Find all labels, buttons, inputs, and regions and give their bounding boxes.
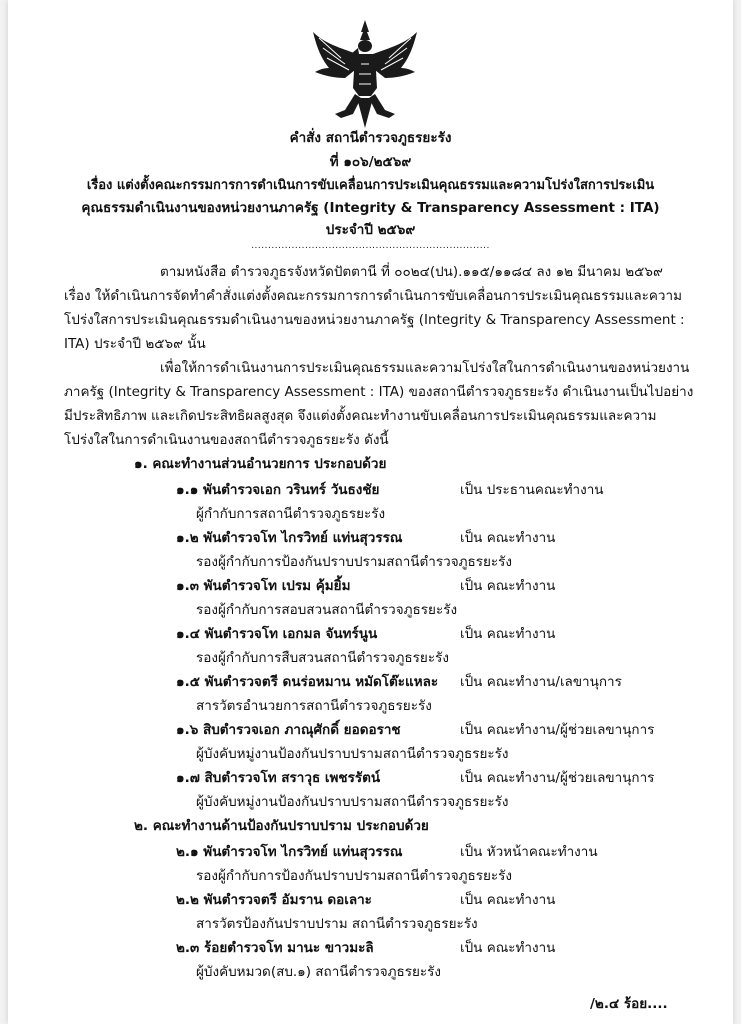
document-page: [8, 0, 733, 1024]
member-position: เป็น ประธานคณะทำงาน: [460, 482, 604, 498]
section-1-heading: ๑. คณะทำงานส่วนอำนวยการ ประกอบด้วย: [134, 456, 387, 472]
member-name: ๑.๓ พันตำรวจโท เปรม คุ้มยิ้ม: [176, 578, 351, 594]
member-position: เป็น คณะทำงาน/เลขานุการ: [460, 674, 622, 690]
paragraph-2-line-2: ภาครัฐ (Integrity & Transparency Assessment : ITA) ของสถานีตำรวจภูธรยะรัง ดำเนินงานเป็นไปอย่าง: [64, 384, 694, 400]
member-name: ๒.๑ พันตำรวจโท ไกรวิทย์ แท่นสุวรรณ: [176, 844, 403, 860]
order-number: ที่ ๑๐๖/๒๕๖๙: [329, 154, 412, 170]
member-role: รองผู้กำกับการป้องกันปราบปรามสถานีตำรวจภูธรยะรัง: [196, 868, 513, 884]
member-role: สารวัตรป้องกันปราบปราม สถานีตำรวจภูธรยะรัง: [196, 916, 478, 932]
order-title: คำสั่ง สถานีตำรวจภูธรยะรัง: [289, 130, 452, 146]
section-2-heading: ๒. คณะทำงานด้านป้องกันปราบปราม ประกอบด้วย: [134, 818, 429, 834]
member-position: เป็น คณะทำงาน: [460, 578, 556, 594]
member-role: ผู้กำกับการสถานีตำรวจภูธรยะรัง: [196, 506, 386, 522]
member-name: ๑.๕ พันตำรวจตรี ดนร่อหมาน หมัดโต๊ะแหละ: [176, 674, 439, 690]
member-position: เป็น คณะทำงาน/ผู้ช่วยเลขานุการ: [460, 770, 655, 786]
member-position: เป็น คณะทำงาน: [460, 530, 556, 546]
member-name: ๑.๑ พันตำรวจเอก วรินทร์ วันธงชัย: [176, 482, 380, 498]
member-position: เป็น คณะทำงาน: [460, 940, 556, 956]
member-name: ๒.๒ พันตำรวจตรี อัมราน ดอเลาะ: [176, 892, 372, 908]
member-position: เป็น หัวหน้าคณะทำงาน: [460, 844, 598, 860]
member-role: รองผู้กำกับการสืบสวนสถานีตำรวจภูธรยะรัง: [196, 650, 449, 666]
member-name: ๑.๔ พันตำรวจโท เอกมล จันทร์นูน: [176, 626, 378, 642]
subject-line-3: ประจำปี ๒๕๖๙: [325, 222, 416, 238]
member-position: เป็น คณะทำงาน: [460, 892, 556, 908]
member-name: ๑.๗ สิบตำรวจโท สราวุธ เพชรรัตน์: [176, 770, 381, 786]
member-name: ๒.๓ ร้อยตำรวจโท มานะ ขาวมะลิ: [176, 940, 374, 956]
member-name: ๑.๒ พันตำรวจโท ไกรวิทย์ แท่นสุวรรณ: [176, 530, 403, 546]
member-name: ๑.๖ สิบตำรวจเอก ภาณุศักดิ์ ยอดอราช: [176, 722, 401, 738]
member-position: เป็น คณะทำงาน/ผู้ช่วยเลขานุการ: [460, 722, 655, 738]
member-role: สารวัตรอำนวยการสถานีตำรวจภูธรยะรัง: [196, 698, 432, 714]
member-role: ผู้บังคับหมู่งานป้องกันปราบปรามสถานีตำรวจภูธรยะรัง: [196, 746, 509, 762]
paragraph-2-line-3: มีประสิทธิภาพ และเกิดประสิทธิผลสูงสุด จึงแต่งตั้งคณะทำงานขับเคลื่อนการประเมินคุณธรรมและความ: [64, 408, 657, 424]
paragraph-1-line-1: ตามหนังสือ ตำรวจภูธรจังหวัดปัตตานี ที่ ๐๐๒๔(ปน).๑๑๕/๑๑๘๔ ลง ๑๒ มีนาคม ๒๕๖๙: [160, 264, 663, 280]
paragraph-1-line-3: โปร่งใสการประเมินคุณธรรมดำเนินงานของหน่วยงานภาครัฐ (Integrity & Transparency Assessment :: [64, 312, 685, 328]
member-position: เป็น คณะทำงาน: [460, 626, 556, 642]
garuda-emblem-icon: [311, 18, 419, 130]
member-role: ผู้บังคับหมวด(สบ.๑) สถานีตำรวจภูธรยะรัง: [196, 964, 442, 980]
page-continuation: /๒.๔ ร้อย....: [590, 996, 668, 1012]
member-role: รองผู้กำกับการสอบสวนสถานีตำรวจภูธรยะรัง: [196, 602, 458, 618]
member-role: ผู้บังคับหมู่งานป้องกันปราบปรามสถานีตำรวจภูธรยะรัง: [196, 794, 509, 810]
paragraph-2-line-1: เพื่อให้การดำเนินงานการประเมินคุณธรรมและความโปร่งใสในการดำเนินงานของหน่วยงาน: [160, 360, 690, 376]
paragraph-1-line-2: เรื่อง ให้ดำเนินการจัดทำคำสั่งแต่งตั้งคณะกรรมการการดำเนินการขับเคลื่อนการประเมินคุณธรรมและความ: [64, 288, 682, 304]
member-role: รองผู้กำกับการป้องกันปราบปรามสถานีตำรวจภูธรยะรัง: [196, 554, 513, 570]
paragraph-1-line-4: ITA) ประจำปี ๒๕๖๙ นั้น: [64, 336, 206, 352]
divider-dots: .......................................................................: [251, 241, 490, 251]
subject-line-2: คุณธรรมดำเนินงานของหน่วยงานภาครัฐ (Integrity & Transparency Assessment : ITA): [81, 200, 660, 216]
paragraph-2-line-4: โปร่งใสในการดำเนินงานของสถานีตำรวจภูธรยะรัง ดังนี้: [64, 432, 389, 448]
subject-line-1: เรื่อง แต่งตั้งคณะกรรมการการดำเนินการขับเคลื่อนการประเมินคุณธรรมและความโปร่งใสการประเมิน: [86, 178, 655, 193]
